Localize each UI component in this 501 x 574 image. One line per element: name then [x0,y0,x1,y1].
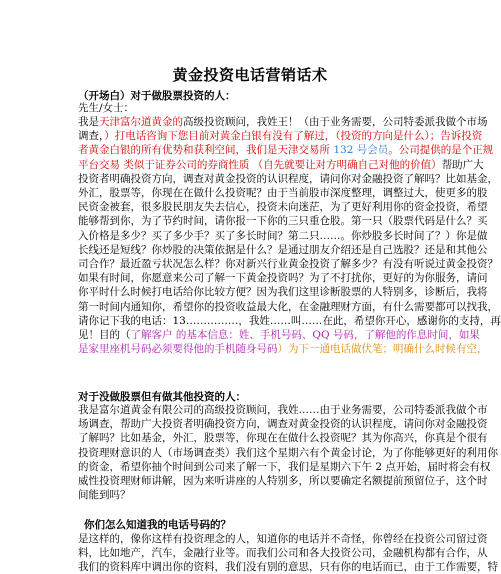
text-run: 是这样的，像你这样有投资理念的人，知道你的电话并不奇怪，你曾经在投资公司留过资 [78,533,488,545]
text-run: ）为下一通电话做伏笔；明确什么时候有空， [277,343,488,356]
section2-heading: 对于没做股票但有做其他投资的人： [78,391,246,403]
text-run: 平台交易 类似于证券公司的券商性质 （自先就要让对方明确自己对他的价值） [78,158,442,171]
text-run: 者黄金白银的所有优势和获利空间，我们是天津交易所 [78,144,330,157]
body-text-line [78,158,484,172]
body-text-line [78,214,488,228]
text-run: 见！目的（ [78,329,131,341]
text-run: 了解吗？比如基金，外汇，股票等，你现在在做什么投资呢？其为你高兴，你真是个很有 [78,432,488,445]
body-text-line [78,200,488,214]
body-text-line [78,446,498,460]
section1-heading: （开场白）对于做股票投资的人： [78,90,236,102]
text-run: 调查， [78,130,105,143]
text-run: 。公司提供的是个正规 [388,144,494,157]
body-text-line [78,115,488,129]
section1-greeting: 先生/女士： [78,102,135,114]
body-text-line [78,229,488,243]
text-run: 第一时间内通知你，希望你的投资收益最大化，在金融理财方面，有什么需要都可以找我， [78,300,498,313]
text-run: 高级投资顾问，我姓王！（由于业务需要，公司特委派我做个市场 [183,116,488,128]
body-text-line [78,532,488,546]
text-run: 是家里座机号码必须要得他的手机随身号码 [78,343,278,356]
text-run: 场调查，帮助广大投资者明确投资方向，调查对黄金投资的认识程度，请问你对金融投资 [78,418,488,431]
text-run: 长线还是短线？你炒股的决策依据是什么？是通过朋友介绍还是自己选股？还是和其他公 [78,243,488,256]
body-text-line [78,342,488,356]
text-run: 料，比如地产，汽车，金融行业等。而我们公司和各大投资公司，金融机构都有合作，从 [78,547,488,560]
body-text-line [78,271,488,285]
text-run: 能够帮到你，为了节约时间，请你报一下你的三只重仓股。第一只（股票代码是什么？买 [78,215,488,228]
body-text-line [78,300,498,314]
text-run: 帮助广大 [441,158,484,171]
text-run: 威性投资理财师讲解，因为来听讲座的人特别多，所以要确定名额提前预留位子，这个时 [78,475,488,487]
text-run: ）打电话咨询下您目前对黄金白银有没有了解过，（投资的方向是什么）；告诉投资 [104,130,483,143]
text-run: 如果有时间，你愿意来公司了解一下黄金投资吗？为了不打扰你，更好的为你服务，请问 [78,272,488,285]
section3-heading: 你们怎么知道我的电话号码的？ [84,519,231,531]
body-text-line [78,417,488,431]
body-text-line [78,186,488,200]
body-text-line [78,460,491,474]
body-text-line [78,129,483,143]
text-run: 民资金被套，很多股民朋友失去信心，投资未向迷茫，为了更好利用你的资金投资，希望 [78,201,488,214]
text-run: 请你记下我的电话：13……………，我姓……叫……在此，希望你开心，感谢你的支持，再 [78,314,501,327]
text-run: 投资理财意识的人（市场调查类）我们这个星期六有个黄金讨论，为了你能够更好的利用你 [78,446,498,459]
body-text-line [78,403,488,417]
text-run: 132 号会员 [330,144,389,157]
text-run: 外汇，股票等，你现在在做什么投资呢？由于当前股市深度整理，调整过大，使更多的股 [78,187,488,199]
text-run: 天津富尔道黄金的 [99,116,183,128]
body-text-line [78,285,488,299]
text-run: 间能到吗？ [78,489,131,502]
body-text-line [78,546,488,560]
body-text-line [78,172,498,186]
text-run: 你平时什么时候打电话给你比较方便？因为我们这里诊断股票的人特别多，诊断后，我将 [78,286,488,299]
body-text-line [78,474,488,488]
document-title: 黄金投资电话营销话术 [172,66,328,84]
text-run: 了解客户 的基本信息：姓、手机号码、QQ 号码，了解他的作息时间，如果 [130,329,480,341]
body-text-line [78,560,498,574]
body-text-line [78,488,423,502]
text-run: 我是 [78,116,99,128]
text-run: 投资者明确投资方向，调查对黄金投资的认识程度，请问你对金融投资了解吗？比如基金， [78,172,498,185]
body-text-line [78,143,494,157]
body-text-line [78,257,498,271]
body-text-line [78,314,501,328]
text-run: 的资金，希望你抽个时间到公司来了解一下，我们是星期六下午 2 点开始，届时将会有权 [78,460,491,473]
text-run: 我们的资料库中调出你的资料，我们没有别的意思，只有你的电话而已，由于工作需要，特 [78,561,498,574]
body-text-line [78,328,480,342]
text-run: 司合作？最近盈亏状况怎么样？你对新兴行业黄金投资了解多少？有没有听说过黄金投资？ [78,258,498,270]
body-text-line [78,243,488,257]
text-run: 我是富尔道黄金有限公司的高级投资顾问，我姓……由于业务需要，公司特委派我做个市 [78,404,488,416]
text-run: 入价格是多少？买了多少手？买了多长时间？第二只……。你炒股多长时间了？）你是做 [78,229,488,242]
body-text-line [78,431,488,445]
